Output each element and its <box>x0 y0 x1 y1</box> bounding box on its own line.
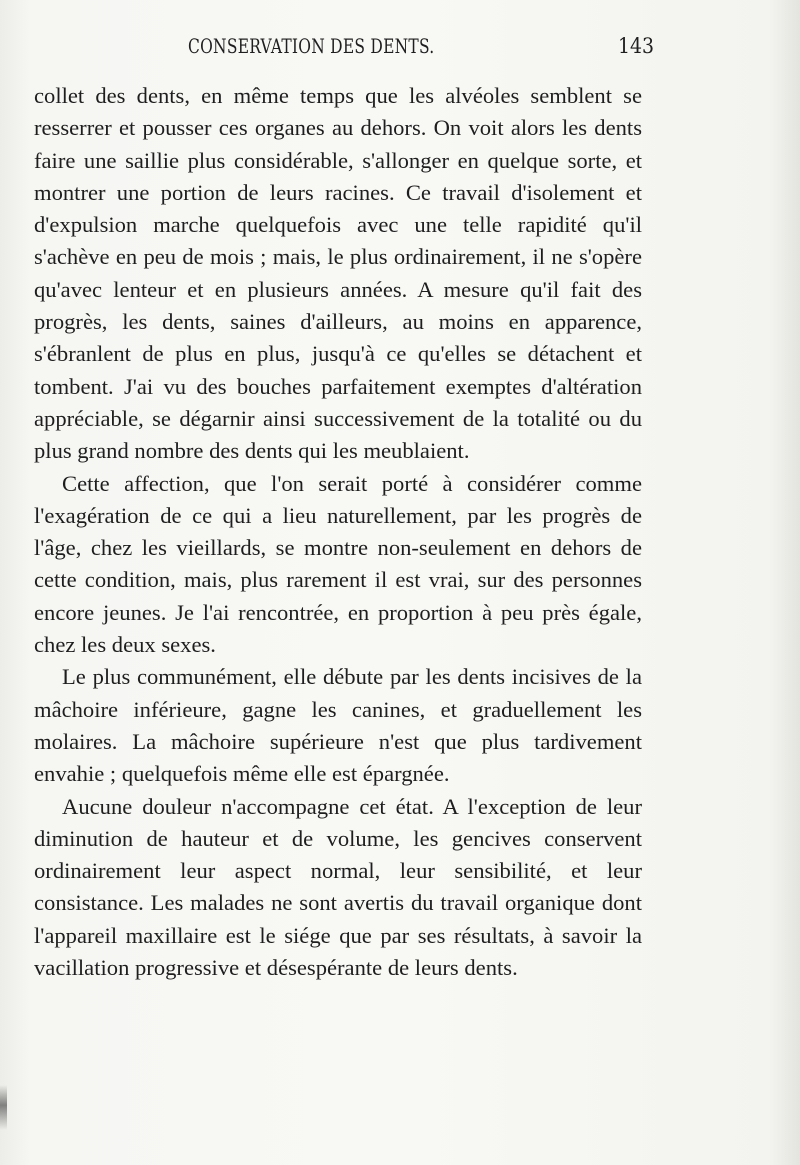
page-number: 143 <box>617 34 654 58</box>
paragraph-symptoms: Aucune douleur n'accompagne cet état. A l'exception de leur diminution de hauteur et de volume, les gencives conservent ordinairement leur aspect normal, leur sensibilité, et leur consistance. Les malades ne sont avertis du travail organique dont l'appareil maxillaire est le siége que par ses résultats, à savoir la vacillation progressive et désespérante de leurs dents. <box>34 793 642 981</box>
page-header <box>34 33 654 59</box>
scan-edge-mark <box>0 1085 7 1130</box>
paragraph-onset: Le plus communément, elle débute par les dents incisives de la mâchoire inférieure, gagne les canines, et graduellement les molaires. La mâchoire supérieure n'est que plus tardivement envahie ; quelquefois même elle est épargnée. <box>34 664 642 787</box>
paragraph-affection: Cette affection, que l'on serait porté à considérer comme l'exagération de ce qui a lieu naturellement, par les progrès de l'âge, chez les vieillards, se montre non-seulement en dehors de cette condition, mais, plus rarement il est vrai, sur des personnes encore jeunes. Je l'ai rencontrée, en proportion à peu près égale, chez les deux sexes. <box>34 470 642 658</box>
paragraph-continuation: collet des dents, en même temps que les alvéoles semblent se resserrer et pousser ces organes au dehors. On voit alors les dents faire une saillie plus considérable, s'allonger en quelque sorte, et montrer une portion de leurs racines. Ce travail d'isolement et d'expulsion marche quelquefois avec une telle rapidité qu'il s'achève en peu de mois ; mais, le plus ordinairement, il ne s'opère qu'avec lenteur et en plusieurs années. A mesure qu'il fait des progrès, les dents, saines d'ailleurs, au moins en apparence, s'ébranlent de plus en plus, jusqu'à ce qu'elles se détachent et tombent. J'ai vu des bouches parfaitement exemptes d'altération appréciable, se dégarnir ainsi successivement de la totalité ou du plus grand nombre des dents qui les meublaient. <box>34 83 642 464</box>
page-body <box>34 80 642 984</box>
running-title: CONSERVATION DES DENTS. <box>188 34 435 58</box>
